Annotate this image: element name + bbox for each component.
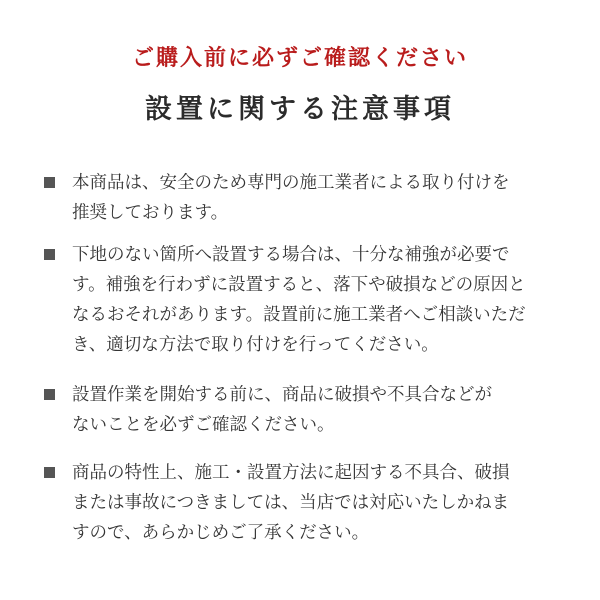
note-text (72, 458, 564, 548)
note-line: 下地のない箇所へ設置する場合は、十分な補強が必要で (72, 245, 510, 265)
note-line: 商品の特性上、施工・設置方法に起因する不具合、破損 (72, 463, 510, 483)
note-text (72, 380, 564, 440)
note-text (72, 168, 564, 228)
note-text (72, 240, 564, 360)
confirm-before-purchase-heading: ご購入前に必ずご確認ください (131, 46, 468, 71)
square-bullet-icon (44, 177, 55, 188)
square-bullet-icon (44, 467, 55, 478)
note-line: 本商品は、安全のため専門の施工業者による取り付けを (72, 173, 510, 193)
note-line: すので、あらかじめご了承ください。 (72, 523, 370, 543)
note-line: または事故につきましては、当店では対応いたしかねま (72, 493, 510, 513)
note-line: 設置作業を開始する前に、商品に破損や不具合などが (72, 385, 492, 405)
page-title: 設置に関する注意事項 (145, 94, 455, 125)
note-line: す。補強を行わずに設置すると、落下や破損などの原因と (72, 275, 526, 295)
square-bullet-icon (44, 389, 55, 400)
note-line: ないことを必ずご確認ください。 (72, 415, 335, 435)
note-line: き、適切な方法で取り付けを行ってください。 (72, 335, 439, 355)
square-bullet-icon (44, 249, 55, 260)
note-line: なるおそれがあります。設置前に施工業者へご相談いただ (72, 305, 526, 325)
note-line: 推奨しております。 (72, 203, 229, 223)
